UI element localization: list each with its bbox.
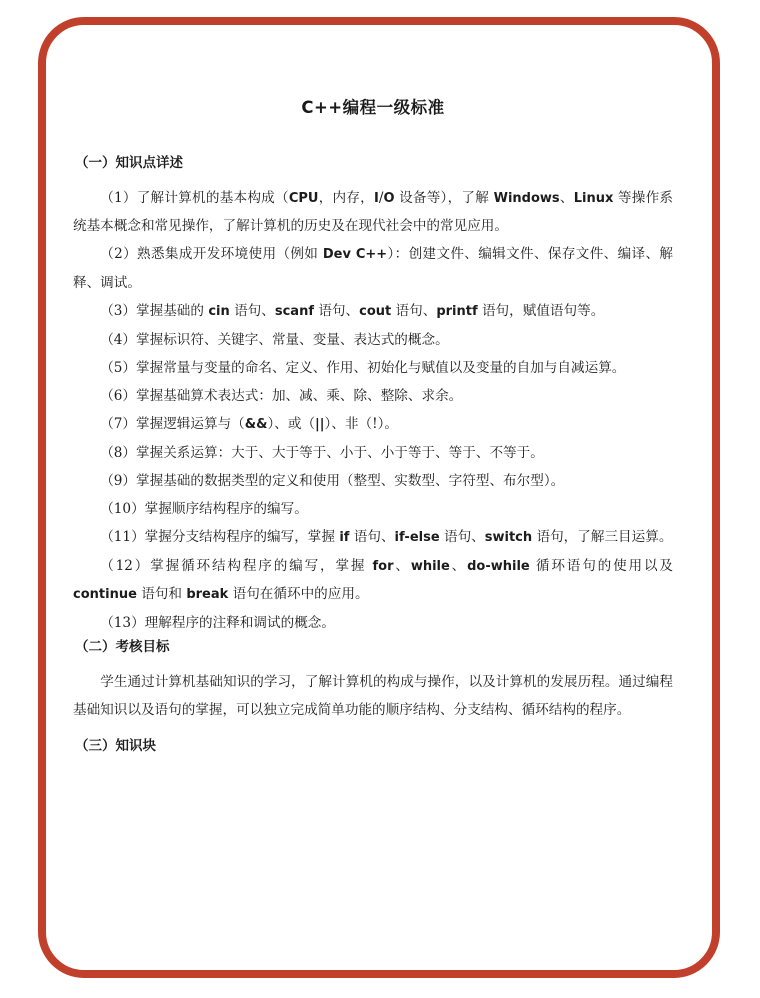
document-content — [73, 96, 673, 766]
list-item: （1）了解计算机的基本构成（CPU，内存，I/O 设备等），了解 Windows、Linux 等操作系统基本概念和常见操作，了解计算机的历史及在现代社会中的常见应用。 — [73, 189, 674, 235]
list-item: （13）理解程序的注释和调试的概念。 — [100, 615, 335, 632]
page-title: C++编程一级标准 — [301, 98, 445, 117]
list-item: （4）掌握标识符、关键字、常量、变量、表达式的概念。 — [100, 331, 449, 348]
section-knowledge-points — [73, 153, 673, 637]
list-item: （12）掌握循环结构程序的编写，掌握 for、while、do-while 循环语句的使用以及 continue 语句和 break 语句在循环中的应用。 — [73, 557, 674, 603]
list-item: （3）掌握基础的 cin 语句、scanf 语句、cout 语句、printf 语句，赋值语句等。 — [100, 303, 605, 320]
section-heading: （二）考核目标 — [75, 639, 170, 656]
list-item: （2）熟悉集成开发环境使用（例如 Dev C++）：创建文件、编辑文件、保存文件、编译、解释、调试。 — [73, 246, 674, 292]
section-knowledge-blocks — [73, 736, 673, 758]
section-heading: （一）知识点详述 — [75, 155, 183, 172]
section-heading: （三）知识块 — [75, 737, 156, 754]
list-item: （6）掌握基础算术表达式：加、减、乘、除、整除、求余。 — [100, 387, 463, 404]
list-item: （5）掌握常量与变量的命名、定义、作用、初始化与赋值以及变量的自加与自减运算。 — [100, 359, 626, 376]
list-item: （7）掌握逻辑运算与（&&）、或（||）、非（!）。 — [100, 415, 398, 432]
section-assessment-goals — [73, 637, 673, 724]
list-item: （11）掌握分支结构程序的编写，掌握 if 语句、if-else 语句、switch 语句，了解三目运算。 — [100, 528, 673, 545]
list-item: （9）掌握基础的数据类型的定义和使用（整型、实数型、字符型、布尔型）。 — [100, 472, 565, 489]
list-item: （8）掌握关系运算：大于、大于等于、小于、小于等于、等于、不等于。 — [100, 444, 544, 461]
paragraph: 学生通过计算机基础知识的学习，了解计算机的构成与操作，以及计算机的发展历程。通过编程基础知识以及语句的掌握，可以独立完成简单功能的顺序结构、分支结构、循环结构的程序。 — [73, 673, 673, 718]
list-item: （10）掌握顺序结构程序的编写。 — [100, 500, 308, 517]
